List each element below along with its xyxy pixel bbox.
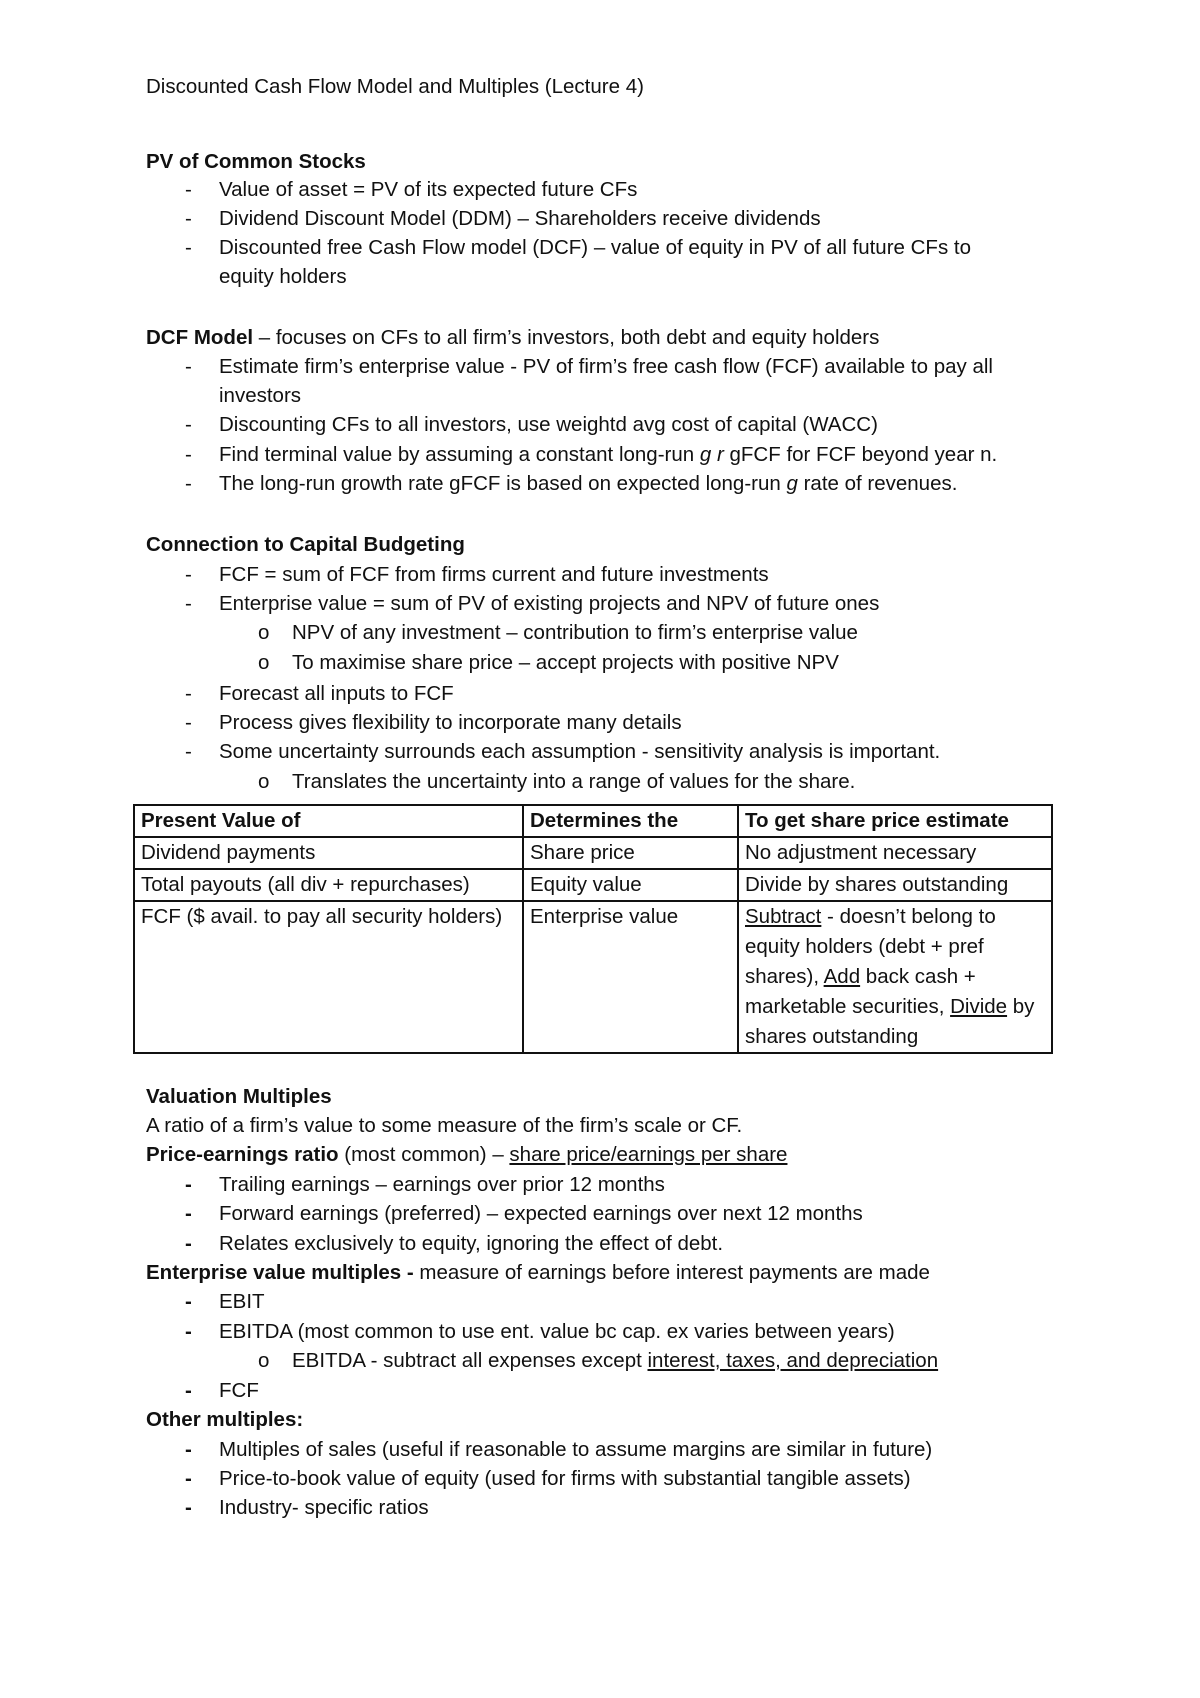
list-item [219, 441, 997, 469]
list-item: Multiples of sales (useful if reasonable to assume margins are similar in future) [219, 1438, 933, 1461]
sub-list-item: Translates the uncertainty into a range of values for the share. [292, 770, 856, 793]
pe-mid: (most common) – [338, 1143, 510, 1166]
list-item: FCF = sum of FCF from firms current and future investments [219, 563, 769, 586]
ebitda-sub-text: EBITDA - subtract all expenses except [292, 1349, 648, 1372]
dcf-heading-bold: DCF Model [146, 326, 254, 349]
sub-list-item [292, 1347, 938, 1375]
growth-text: The long-run growth rate gFCF is based on expected long-run [219, 472, 787, 495]
bullet-dash: - [185, 563, 192, 586]
pe-line [146, 1141, 787, 1169]
terminal-post: gFCF for FCF beyond year n. [723, 443, 998, 466]
list-item: Some uncertainty surrounds each assumption - sensitivity analysis is important. [219, 740, 941, 763]
list-item: Trailing earnings – earnings over prior 12 months [219, 1173, 665, 1196]
table-cell: Share price [523, 837, 738, 869]
bullet-dash: - [185, 207, 192, 230]
val-heading: Valuation Multiples [146, 1085, 332, 1108]
bullet-dash: - [185, 236, 192, 259]
terminal-text: Find terminal value by assuming a constant long-run [219, 443, 700, 466]
growth-g: g [786, 472, 798, 495]
sub-list-item: To maximise share price – accept projects with positive NPV [292, 651, 839, 674]
cap-heading: Connection to Capital Budgeting [146, 533, 465, 556]
ev-line [146, 1259, 930, 1287]
list-item: EBIT [219, 1290, 265, 1313]
terminal-r: r [711, 443, 724, 466]
bullet-dash: - [185, 1202, 192, 1225]
bullet-circle: o [258, 1349, 270, 1372]
ebitda-sub-underlined: interest, taxes, and depreciation [647, 1349, 939, 1372]
bullet-dash: - [185, 1173, 192, 1196]
other-heading: Other multiples: [146, 1408, 304, 1431]
list-item: Price-to-book value of equity (used for firms with substantial tangible assets) [219, 1467, 911, 1490]
growth-post: rate of revenues. [803, 472, 958, 495]
divide-text: by shares outstanding [745, 995, 1035, 1048]
sub-list-item: NPV of any investment – contribution to firm’s enterprise value [292, 621, 858, 644]
bullet-dash: - [185, 1290, 192, 1313]
add-text: back cash + marketable securities, [745, 965, 976, 1018]
list-item: Discounting CFs to all investors, use weightd avg cost of capital (WACC) [219, 413, 878, 436]
table-header-cell: To get share price estimate [738, 805, 1052, 837]
subtract-text: - doesn’t belong to equity holders (debt + pref shares), [745, 905, 996, 988]
pv-heading: PV of Common Stocks [146, 150, 366, 173]
table-cell: Total payouts (all div + repurchases) [134, 869, 523, 901]
table-row [134, 837, 1052, 869]
table-row [134, 901, 1052, 1053]
bullet-dash: - [185, 1467, 192, 1490]
list-item: FCF [219, 1379, 259, 1402]
table-header-cell: Present Value of [134, 805, 523, 837]
bullet-dash: - [185, 178, 192, 201]
table-row [134, 869, 1052, 901]
pe-formula: share price/earnings per share [509, 1143, 788, 1166]
bullet-dash: - [185, 1438, 192, 1461]
document-title: Discounted Cash Flow Model and Multiples (Lecture 4) [146, 75, 644, 98]
bullet-circle: o [258, 651, 270, 674]
list-item: Forecast all inputs to FCF [219, 682, 454, 705]
bullet-dash: - [185, 443, 192, 466]
list-item [219, 470, 957, 498]
bullet-dash: - [185, 355, 192, 378]
pv-comparison-table [133, 804, 1053, 1054]
val-definition: A ratio of a firm’s value to some measure of the firm’s scale or CF. [146, 1114, 743, 1137]
list-item-continuation: investors [219, 384, 302, 407]
bullet-dash: - [185, 413, 192, 436]
ev-bold: Enterprise value multiples - [146, 1261, 414, 1284]
dcf-heading [146, 324, 879, 352]
bullet-dash: - [185, 1379, 192, 1402]
list-item: Dividend Discount Model (DDM) – Shareholders receive dividends [219, 207, 821, 230]
bullet-dash: - [185, 1496, 192, 1519]
bullet-dash: - [185, 682, 192, 705]
table-header-row [134, 805, 1052, 837]
table-cell: Divide by shares outstanding [738, 869, 1052, 901]
bullet-dash: - [185, 1232, 192, 1255]
ev-rest: measure of earnings before interest payments are made [413, 1261, 930, 1284]
table-cell: FCF ($ avail. to pay all security holders) [134, 901, 523, 1053]
list-item-continuation: equity holders [219, 265, 347, 288]
subtract-label: Subtract [745, 905, 822, 928]
add-label: Add [823, 965, 861, 988]
bullet-dash: - [185, 1320, 192, 1343]
dcf-heading-rest: – focuses on CFs to all firm’s investors, both debt and equity holders [253, 326, 880, 349]
table-cell-adjustments [738, 901, 1052, 1053]
table-cell: Enterprise value [523, 901, 738, 1053]
list-item: Enterprise value = sum of PV of existing projects and NPV of future ones [219, 592, 880, 615]
list-item: Discounted free Cash Flow model (DCF) – value of equity in PV of all future CFs to [219, 236, 971, 259]
bullet-dash: - [185, 592, 192, 615]
divide-label: Divide [950, 995, 1008, 1018]
list-item: Forward earnings (preferred) – expected earnings over next 12 months [219, 1202, 863, 1225]
list-item: Estimate firm’s enterprise value - PV of firm’s free cash flow (FCF) available to pay all [219, 355, 993, 378]
table-cell: Dividend payments [134, 837, 523, 869]
bullet-circle: o [258, 770, 270, 793]
table-cell: No adjustment necessary [738, 837, 1052, 869]
table-cell: Equity value [523, 869, 738, 901]
list-item: Process gives flexibility to incorporate many details [219, 711, 682, 734]
terminal-g: g [699, 443, 712, 466]
list-item: Relates exclusively to equity, ignoring the effect of debt. [219, 1232, 724, 1255]
list-item: EBITDA (most common to use ent. value bc cap. ex varies between years) [219, 1320, 895, 1343]
bullet-dash: - [185, 472, 192, 495]
bullet-dash: - [185, 740, 192, 763]
bullet-circle: o [258, 621, 270, 644]
bullet-dash: - [185, 711, 192, 734]
pe-bold: Price-earnings ratio [146, 1143, 339, 1166]
list-item: Industry- specific ratios [219, 1496, 429, 1519]
table-header-cell: Determines the [523, 805, 738, 837]
list-item: Value of asset = PV of its expected future CFs [219, 178, 638, 201]
